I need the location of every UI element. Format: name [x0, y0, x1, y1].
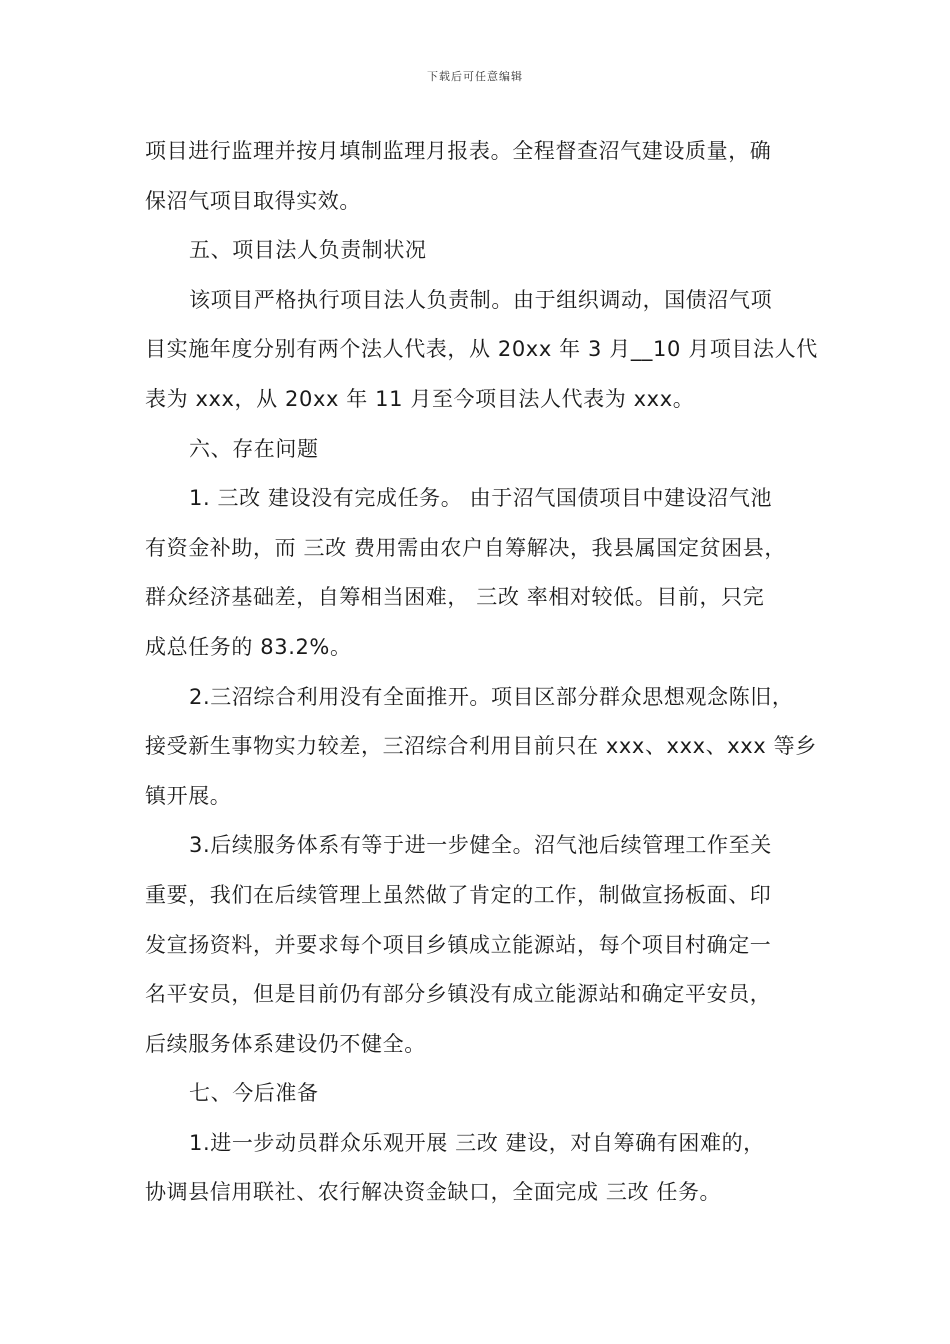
text-line: 目实施年度分别有两个法人代表，从 20xx 年 3 月__10 月项目法人代: [145, 337, 818, 362]
text-line: 2.三沼综合利用没有全面推开。项目区部分群众思想观念陈旧，: [189, 684, 794, 709]
text-line: 协调县信用联社、农行解决资金缺口，全面完成 三改 任务。: [145, 1180, 722, 1205]
text-line: 1. 三改 建设没有完成任务。 由于沼气国债项目中建设沼气池: [189, 486, 773, 511]
section-heading: 七、今后准备: [189, 1081, 319, 1106]
text-line: 接受新生事物实力较差，三沼综合利用目前只在 xxx、xxx、xxx 等乡: [145, 734, 817, 759]
text-line: 保沼气项目取得实效。: [145, 188, 361, 213]
text-line: 有资金补助，而 三改 费用需由农户自筹解决，我县属国定贫困县，: [145, 535, 786, 560]
text-line: 镇开展。: [145, 783, 232, 808]
text-line: 表为 xxx，从 20xx 年 11 月至今项目法人代表为 xxx。: [145, 386, 695, 411]
text-line: 项目进行监理并按月填制监理月报表。全程督查沼气建设质量，确: [145, 139, 772, 163]
text-line: 3.后续服务体系有等于进一步健全。沼气池后续管理工作至关: [189, 833, 772, 858]
body-text: [145, 131, 818, 1222]
text-line: 成总任务的 83.2%。: [145, 634, 352, 659]
text-line: 后续服务体系建设仍不健全。: [145, 1031, 426, 1056]
section-heading: 五、项目法人负责制状况: [189, 238, 427, 263]
section-heading: 六、存在问题: [189, 436, 319, 461]
text-line: 1.进一步动员群众乐观开展 三改 建设，对自筹确有困难的，: [189, 1130, 765, 1155]
text-line: 群众经济基础差，自筹相当困难， 三改 率相对较低。目前，只完: [145, 585, 765, 610]
text-line: 该项目严格执行项目法人负责制。由于组织调动，国债沼气项: [189, 287, 773, 312]
text-line: 名平安员，但是目前仍有部分乡镇没有成立能源站和确定平安员，: [145, 982, 772, 1007]
text-line: 发宣扬资料，并要求每个项目乡镇成立能源站，每个项目村确定一: [145, 932, 772, 957]
page-header: 下载后可任意编辑: [427, 70, 523, 83]
text-line: 重要，我们在后续管理上虽然做了肯定的工作，制做宣扬板面、印: [145, 882, 772, 907]
